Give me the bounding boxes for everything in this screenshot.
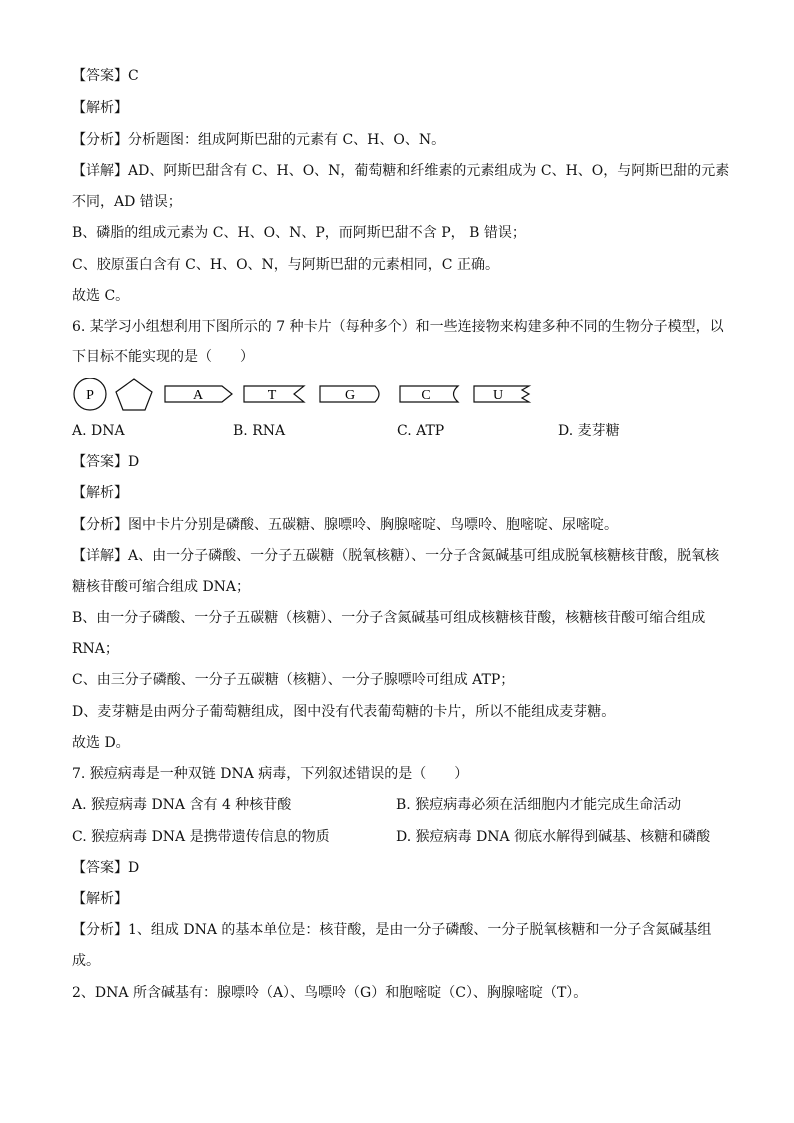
q5-detail-c: C、胶原蛋白含有 C、H、O、N，与阿斯巴甜的元素相同，C 正确。 [72,257,499,273]
card-p-label: P [86,388,94,403]
cytosine-card [400,386,458,403]
q6-detail-b-line-1: B、由一分子磷酸、一分子五碳糖（核糖）、一分子含氮碱基可组成核糖核苷酸，核糖核苷酸可缩合组成 [72,610,706,626]
q6-card-figure [72,378,724,414]
q5-detail-line-2: 不同，AD 错误； [72,194,182,210]
q6-detail-a-line-2: 糖核苷酸可缩合组成 DNA； [72,579,251,595]
q6-analysis-heading: 【解析】 [72,485,128,501]
pentose-card [116,379,152,410]
q7-options-row-2 [72,827,724,847]
card-t-label: T [267,388,277,403]
q7-stem: 7. 猴痘病毒是一种双链 DNA 病毒，下列叙述错误的是（ ） [72,766,469,782]
card-a-label: A [192,388,204,403]
q6-option-a: A. DNA [72,423,125,439]
q6-option-c: C. ATP [397,423,445,439]
q5-answer: 【答案】C [72,68,139,84]
q6-conclusion: 故选 D。 [72,735,130,751]
uracil-card [474,386,529,403]
card-c-label: C [421,388,431,403]
q7-option-d: D. 猴痘病毒 DNA 彻底水解得到碱基、核糖和磷酸 [396,829,711,845]
q6-option-b: B. RNA [233,423,286,439]
q7-option-a: A. 猴痘病毒 DNA 含有 4 种核苷酸 [72,797,292,813]
q6-detail-b-line-2: RNA； [72,641,119,657]
q7-analysis-line-2: 成。 [72,953,100,969]
q6-detail-c: C、由三分子磷酸、一分子五碳糖（核糖）、一分子腺嘌呤可组成 ATP； [72,672,515,688]
q7-answer: 【答案】D [72,860,140,876]
q5-analysis: 【分析】分析题图：组成阿斯巴甜的元素有 C、H、O、N。 [72,132,446,148]
guanine-card [320,386,379,403]
q6-stem-line-1: 6. 某学习小组想利用下图所示的 7 种卡片（每种多个）和一些连接物来构建多种不同的生物分子模型，以 [72,319,724,335]
phosphate-card [74,378,106,410]
card-g-label: G [344,388,356,403]
q7-analysis-line-3: 2、DNA 所含碱基有：腺嘌呤（A）、鸟嘌呤（G）和胞嘧啶（C）、胸腺嘧啶（T）。 [72,985,588,1001]
q6-answer: 【答案】D [72,454,140,470]
q7-option-b: B. 猴痘病毒必须在活细胞内才能完成生命活动 [396,797,682,813]
q7-option-c: C. 猴痘病毒 DNA 是携带遗传信息的物质 [72,829,330,845]
card-u-label: U [492,388,504,403]
q7-options-row-1 [72,795,724,815]
q5-analysis-heading: 【解析】 [72,100,128,116]
q6-detail-d: D、麦芽糖是由两分子葡萄糖组成，图中没有代表葡萄糖的卡片，所以不能组成麦芽糖。 [72,704,616,720]
thymine-card [244,386,304,403]
q6-stem-line-2: 下目标不能实现的是（ ） [72,349,254,365]
q7-analysis-heading: 【解析】 [72,891,128,907]
q6-analysis: 【分析】图中卡片分别是磷酸、五碳糖、腺嘌呤、胸腺嘧啶、鸟嘌呤、胞嘧啶、尿嘧啶。 [72,517,618,533]
q5-conclusion: 故选 C。 [72,288,130,304]
q6-option-d: D. 麦芽糖 [558,423,620,439]
q6-options [72,421,724,441]
adenine-card [165,386,232,403]
q6-detail-a-line-1: 【详解】A、由一分子磷酸、一分子五碳糖（脱氧核糖）、一分子含氮碱基可组成脱氧核糖核苷酸，脱氧核 [72,548,720,564]
q5-detail-b: B、磷脂的组成元素为 C、H、O、N、P，而阿斯巴甜不含 P， B 错误； [72,225,526,241]
q5-detail-line-1: 【详解】AD、阿斯巴甜含有 C、H、O、N，葡萄糖和纤维素的元素组成为 C、H、O，与阿斯巴甜的元素 [72,163,730,179]
q7-analysis-line-1: 【分析】1、组成 DNA 的基本单位是：核苷酸，是由一分子磷酸、一分子脱氧核糖和一分子含氮碱基组 [72,922,712,938]
